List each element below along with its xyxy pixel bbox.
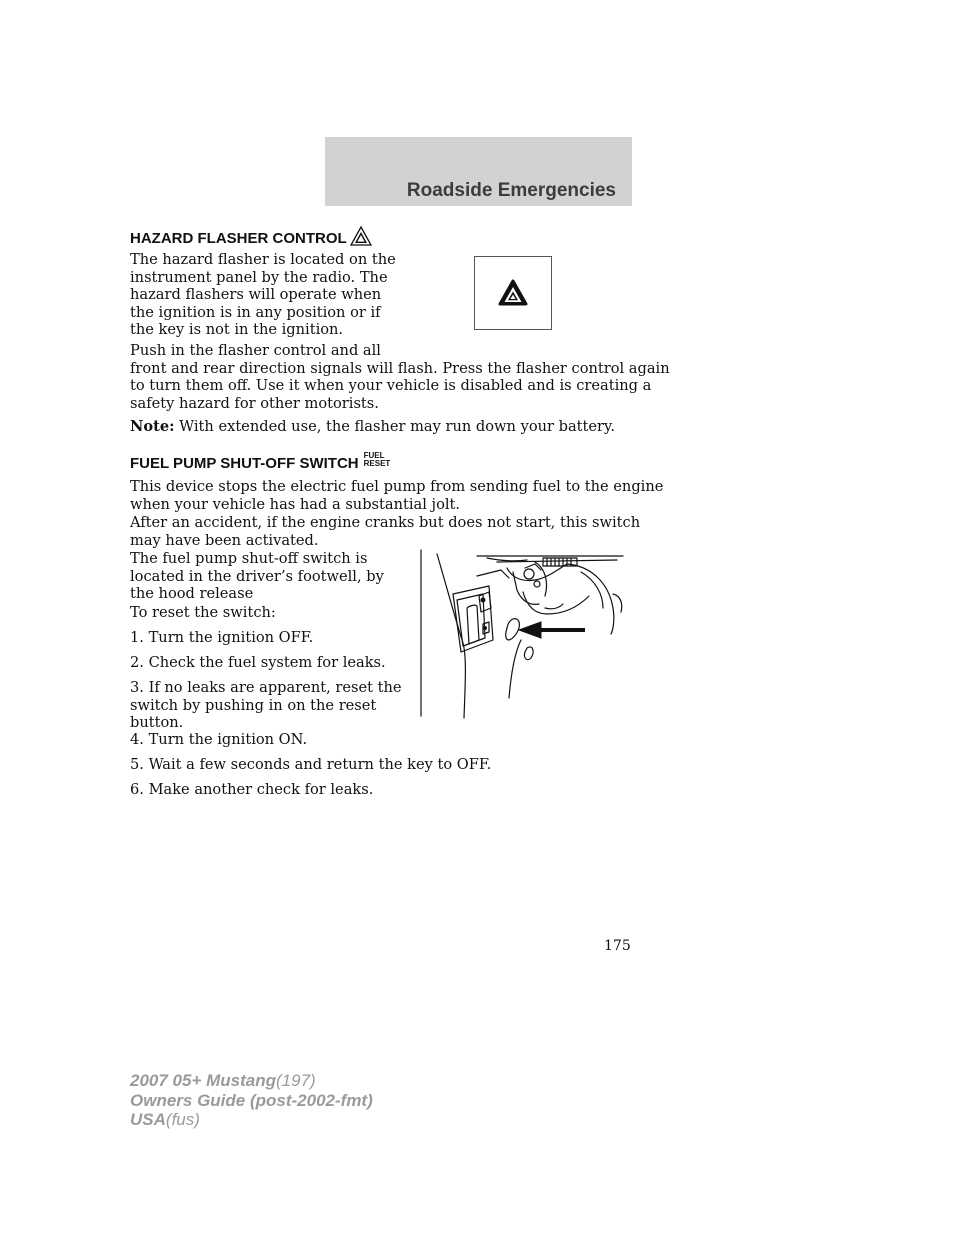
text-line: located in the driver’s footwell, by xyxy=(130,567,384,585)
text-line: This device stops the electric fuel pump from sending fuel to the engine xyxy=(130,478,664,495)
text-line: may have been activated. xyxy=(130,531,319,549)
fuel-reset-icon-bottom: RESET xyxy=(363,459,391,468)
hazard-heading xyxy=(130,226,372,247)
reset-step-1 xyxy=(130,629,313,647)
text-line: hazard flashers will operate when xyxy=(130,286,382,303)
document-footer xyxy=(130,1071,373,1130)
text-line: 4. Turn the ignition ON. xyxy=(130,731,308,748)
hazard-button-illustration xyxy=(474,256,552,330)
section-title: Roadside Emergencies xyxy=(406,180,616,201)
page-number: 175 xyxy=(604,938,631,954)
reset-step-4 xyxy=(130,731,307,749)
text-line: 6. Make another check for leaks. xyxy=(130,781,374,798)
fuel-pump-heading xyxy=(130,451,391,472)
reset-intro: To reset the switch: xyxy=(130,604,276,621)
footwell-switch-illustration xyxy=(417,548,625,720)
footer-guide: Owners Guide (post-2002-fmt) xyxy=(130,1090,373,1110)
hazard-triangle-icon xyxy=(350,226,372,246)
footer-line-2 xyxy=(130,1091,373,1111)
text-line: the key is not in the ignition. xyxy=(130,321,344,338)
reset-step-2 xyxy=(130,654,386,672)
text-line: After an accident, if the engine cranks but does not start, this switch xyxy=(130,514,641,531)
footer-line-3 xyxy=(130,1110,373,1130)
text-line: Push in the flasher control and all xyxy=(130,342,381,359)
text-line: the hood release xyxy=(130,585,254,602)
text-line: button. xyxy=(130,714,184,731)
fuel-pump-paragraph-1 xyxy=(130,478,663,513)
text-line: The fuel pump shut-off switch is xyxy=(130,550,368,567)
footer-market-code: (fus) xyxy=(165,1110,200,1129)
footer-model: 2007 05+ Mustang xyxy=(130,1071,276,1090)
text-line: 2. Check the fuel system for leaks. xyxy=(130,654,386,671)
fuel-pump-location xyxy=(130,550,384,603)
fuel-reset-icon-top: FUEL xyxy=(363,451,385,460)
text-line: to turn them off. Use it when your vehicle is disabled and is creating a xyxy=(130,377,652,394)
footer-line-1 xyxy=(130,1071,373,1091)
hazard-note xyxy=(130,418,615,436)
reset-step-6 xyxy=(130,781,373,799)
text-line: 5. Wait a few seconds and return the key to OFF. xyxy=(130,756,492,773)
text-line: 1. Turn the ignition OFF. xyxy=(130,629,314,646)
fuel-reset-icon xyxy=(364,452,391,468)
text-line: safety hazard for other motorists. xyxy=(130,394,379,412)
reset-step-5 xyxy=(130,756,491,774)
reset-step-3 xyxy=(130,679,402,732)
hazard-intro-paragraph xyxy=(130,251,396,339)
note-text: With extended use, the flasher may run down your battery. xyxy=(179,418,615,435)
section-header-band xyxy=(325,137,632,206)
note-label: Note: xyxy=(130,418,175,435)
text-line: front and rear direction signals will flash. Press the flasher control again xyxy=(130,359,670,377)
hazard-button-icon xyxy=(475,257,551,329)
text-line: 3. If no leaks are apparent, reset the xyxy=(130,679,402,696)
footer-market: USA xyxy=(130,1110,166,1129)
text-line: when your vehicle has had a substantial jolt. xyxy=(130,495,461,513)
fuel-pump-heading-text: FUEL PUMP SHUT-OFF SWITCH xyxy=(130,455,359,472)
text-line: the ignition is in any position or if xyxy=(130,303,381,321)
fuel-pump-paragraph-2 xyxy=(130,514,640,549)
footer-model-code: (197) xyxy=(276,1071,316,1090)
hazard-usage-paragraph xyxy=(130,342,670,412)
text-line: instrument panel by the radio. The xyxy=(130,268,388,286)
text-line: The hazard flasher is located on the xyxy=(130,251,396,268)
hazard-heading-text: HAZARD FLASHER CONTROL xyxy=(130,230,347,247)
text-line: switch by pushing in on the reset xyxy=(130,696,377,714)
